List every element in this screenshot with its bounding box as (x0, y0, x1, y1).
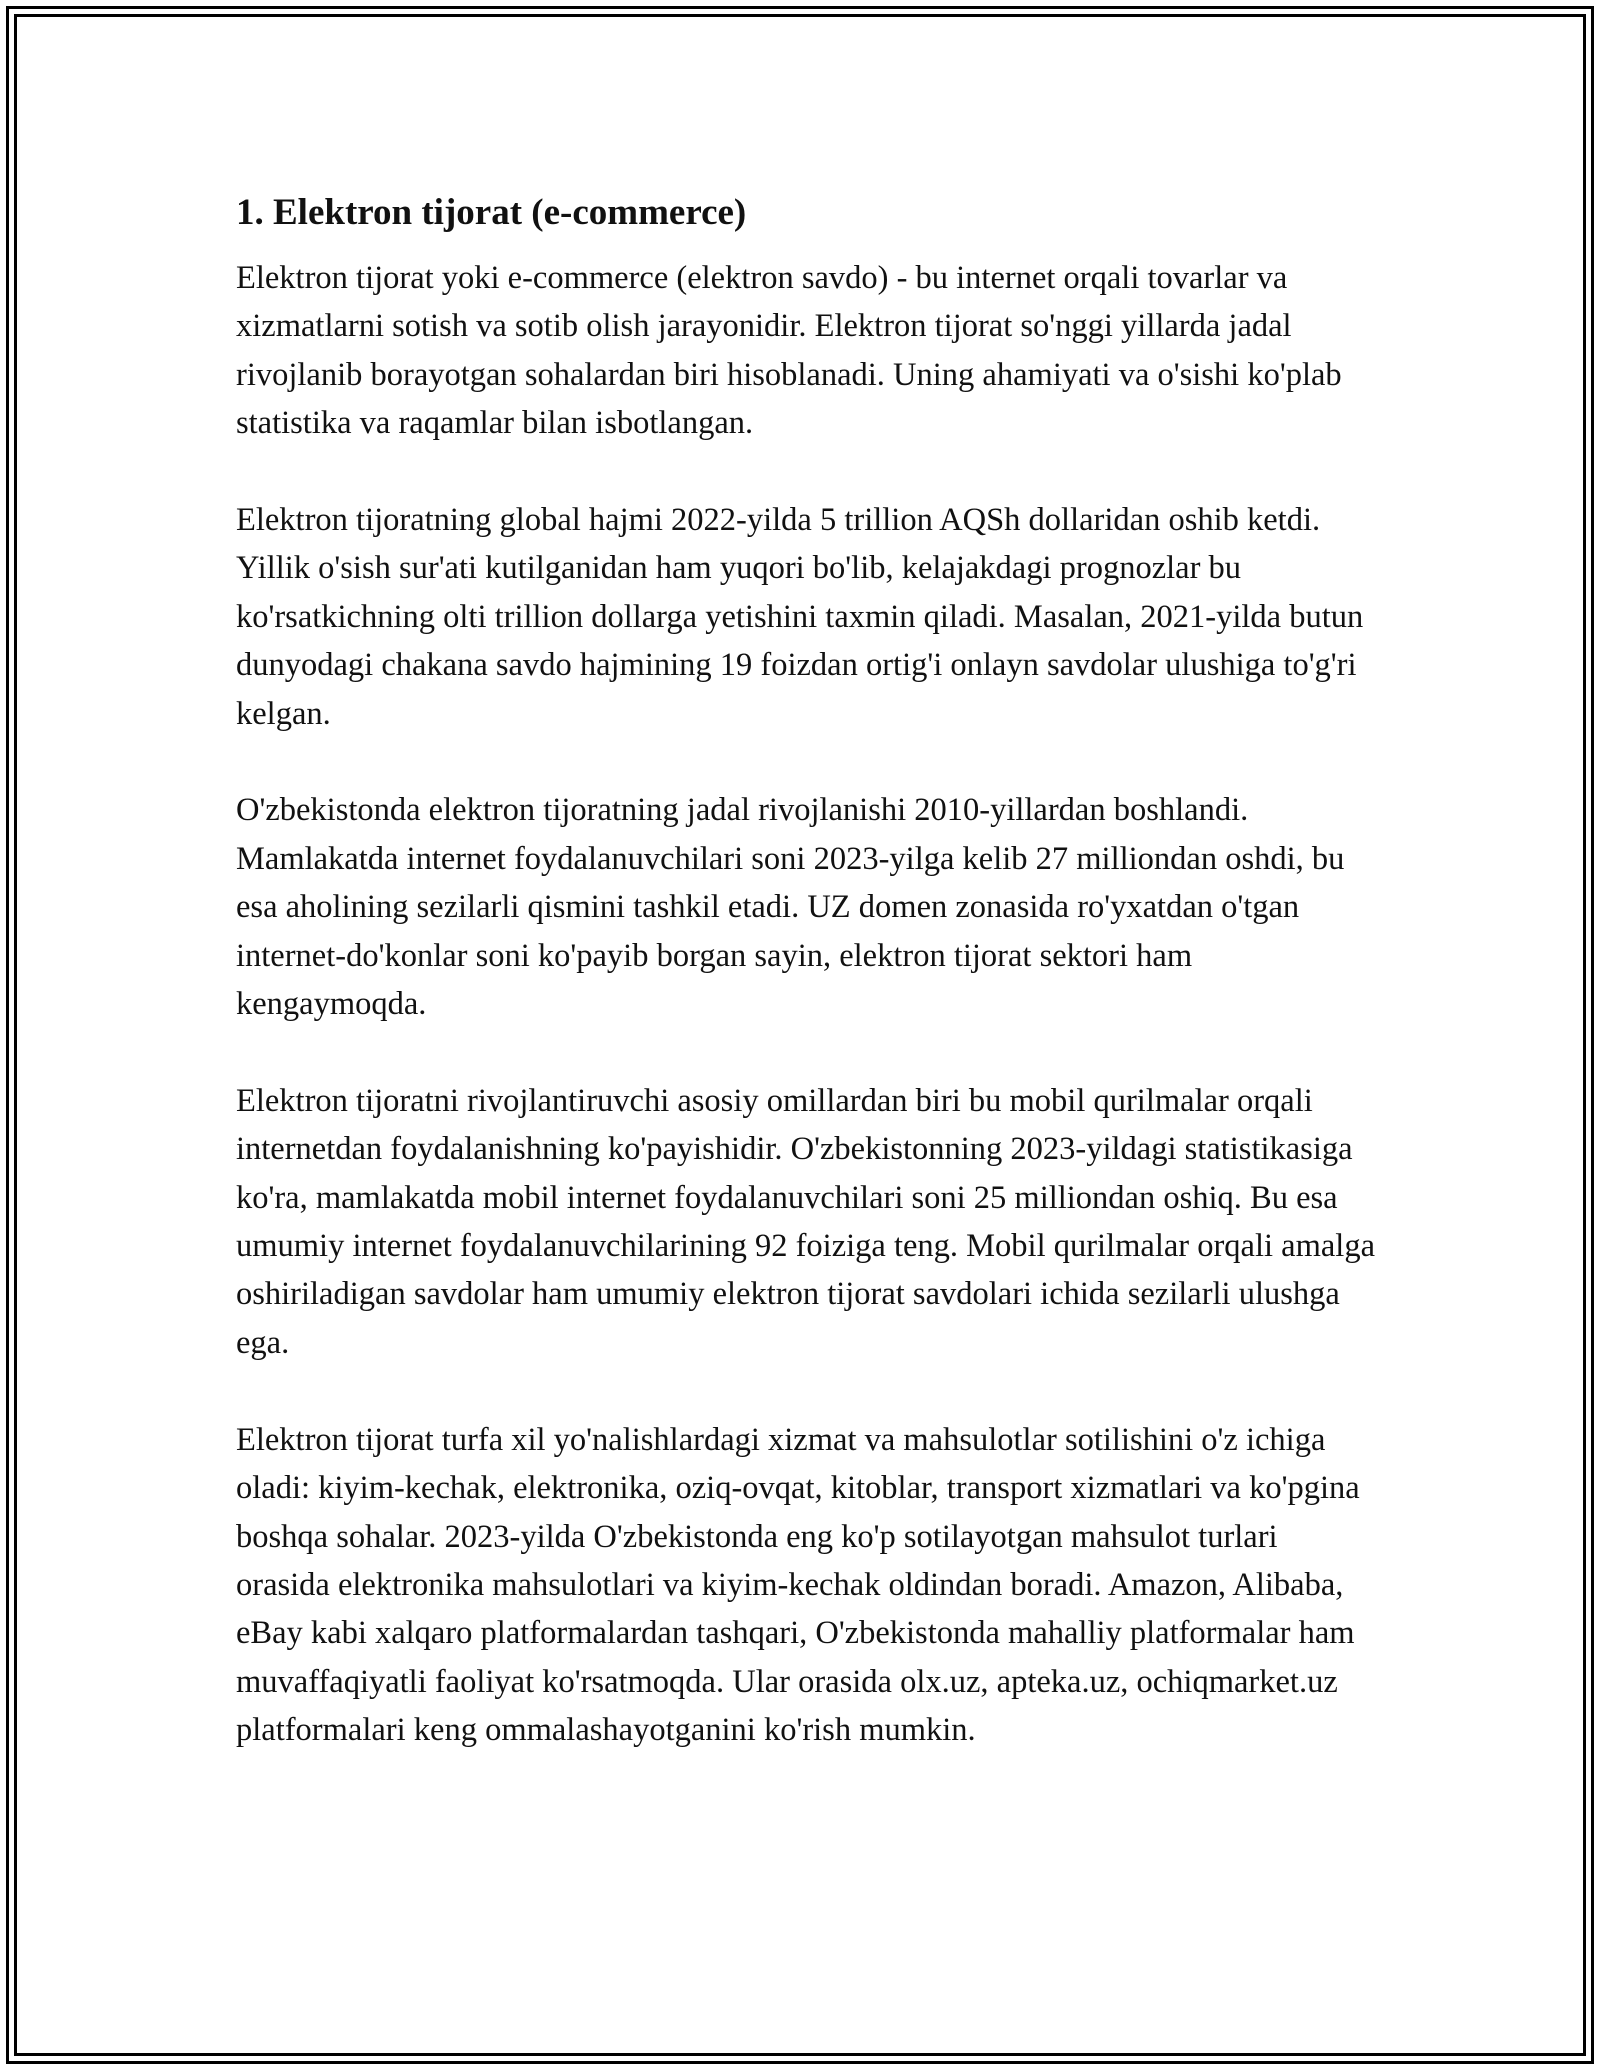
paragraph-3: O'zbekistonda elektron tijoratning jadal rivojlanishi 2010-yillardan boshlandi. Mamlakatda internet foydalanuvchilari soni 2023-yilga kelib 27 milliondan oshdi, bu esa aholining sezilarli qismini tashkil etadi. UZ domen zonasida ro'yxatdan o'tgan internet-do'konlar soni ko'payib borgan sayin, elektron tijorat sektori ham kengaymoqda. (236, 792, 1345, 1023)
paragraph-4: Elektron tijoratni rivojlantiruvchi asosiy omillardan biri bu mobil qurilmalar orqali internetdan foydalanishning ko'payishidir. O'zbekistonning 2023-yildagi statistikasiga ko'ra, mamlakatda mobil internet foydalanuvchilari soni 25 milliondan oshiq. Bu esa umumiy internet foydalanuvchilarining 92 foiziga teng. Mobil qurilmalar orqali amalga oshiriladigan savdolar ham umumiy elektron tijorat savdolari ichida sezilarli ulushga ega. (236, 1082, 1375, 1361)
paragraph-5: Elektron tijorat turfa xil yo'nalishlardagi xizmat va mahsulotlar sotilishini o'z ichiga oladi: kiyim-kechak, elektronika, oziq-ovqat, kitoblar, transport xizmatlari va ko'pgina boshqa sohalar. 2023-yilda O'zbekistonda eng ko'p sotilayotgan mahsulot turlari orasida elektronika mahsulotlari va kiyim-kechak oldindan boradi. Amazon, Alibaba, eBay kabi xalqaro platformalardan tashqari, O'zbekistonda mahalliy platformalar ham muvaffaqiyatli faoliyat ko'rsatmoqda. Ular orasida olx.uz, apteka.uz, ochiqmarket.uz platformalari keng ommalashayotganini ko'rish mumkin. (236, 1421, 1360, 1749)
paragraph-1: Elektron tijorat yoki e-commerce (elektron savdo) - bu internet orqali tovarlar va xizmatlarni sotish va sotib olish jarayonidir. Elektron tijorat so'nggi yillarda jadal rivojlanib borayotgan sohalardan biri hisoblanadi. Uning ahamiyati va o'sishi ko'plab statistika va raqamlar bilan isbotlangan. (236, 260, 1342, 442)
section-heading: 1. Elektron tijorat (e-commerce) (236, 192, 747, 233)
document-body (236, 186, 1376, 1755)
paragraph-2: Elektron tijoratning global hajmi 2022-yilda 5 trillion AQSh dollaridan oshib ketdi. Yillik o'sish sur'ati kutilganidan ham yuqori bo'lib, kelajakdagi prognozlar bu ko'rsatkichning olti trillion dollarga yetishini taxmin qiladi. Masalan, 2021-yilda butun dunyodagi chakana savdo hajmining 19 foizdan ortig'i onlayn savdolar ulushiga to'g'ri kelgan. (236, 502, 1364, 732)
